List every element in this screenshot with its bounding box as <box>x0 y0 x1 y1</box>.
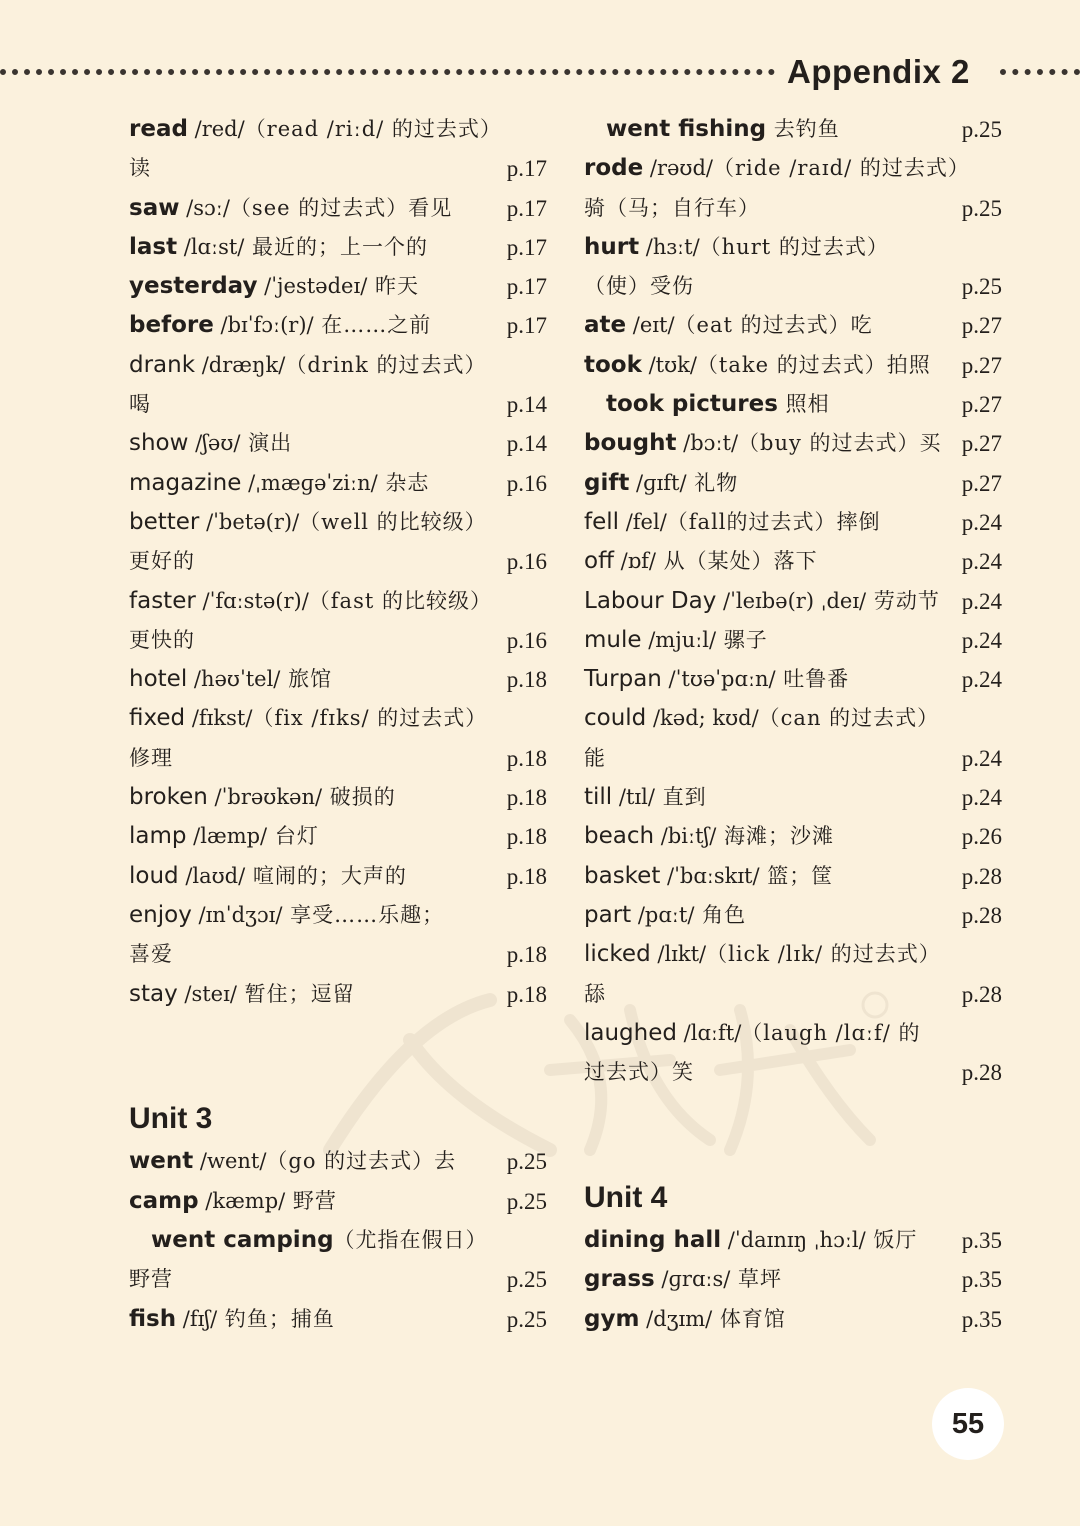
vocab-phonetic: /dʒɪm/ <box>639 1306 713 1331</box>
vocab-entry <box>129 975 547 1014</box>
vocab-entry <box>129 857 547 896</box>
vocab-page-ref: p.27 <box>961 470 1002 496</box>
vocab-meaning: 吐鲁番 <box>775 667 850 692</box>
vocab-page-ref: p.17 <box>506 195 547 221</box>
vocab-word: grass <box>584 1266 655 1293</box>
vocab-meaning: （lick /lɪk/ 的过去式） <box>706 942 941 967</box>
vocab-word: went camping <box>151 1227 334 1254</box>
vocab-page-ref: p.35 <box>961 1228 1002 1254</box>
vocab-entry <box>129 1260 547 1299</box>
vocab-word: laughed <box>584 1019 677 1046</box>
appendix-title: Appendix 2 <box>787 53 970 90</box>
vocab-phonetic: /pɑːt/ <box>631 902 695 927</box>
vocab-meaning: （eat 的过去式）吃 <box>674 313 873 338</box>
vocab-meaning: 从（某处）落下 <box>655 549 818 574</box>
vocab-page-ref: p.26 <box>961 824 1002 850</box>
vocab-meaning: 昨天 <box>367 274 419 299</box>
vocab-phonetic: /ɒf/ <box>613 549 656 574</box>
vocab-page-ref: p.17 <box>506 234 547 260</box>
vocab-entry <box>129 621 547 660</box>
vocab-entry <box>129 503 547 542</box>
vocab-meaning: 饭厅 <box>865 1228 918 1253</box>
vocab-word: saw <box>129 194 180 221</box>
vocab-phonetic: /red/ <box>187 117 245 141</box>
vocab-page-ref: p.17 <box>506 156 547 182</box>
vocab-entry <box>584 503 1002 542</box>
vocab-page-ref: p.24 <box>961 745 1002 771</box>
vocab-meaning: 海滩；沙滩 <box>716 824 834 849</box>
vocab-word: gift <box>584 469 630 496</box>
vocab-meaning: 舔 <box>584 981 606 1006</box>
vocab-entry <box>584 699 1002 738</box>
vocab-phonetic: /steɪ/ <box>177 981 237 1006</box>
vocab-word: bought <box>584 430 677 457</box>
vocab-phonetic: /ˈjestədeɪ/ <box>257 274 368 299</box>
spacer <box>584 1132 1002 1171</box>
vocab-word: took pictures <box>606 391 778 418</box>
vocab-word: ate <box>584 312 627 339</box>
vocab-meaning: 去钓鱼 <box>766 117 840 141</box>
vocab-word: Labour Day <box>584 587 717 614</box>
vocab-page-ref: p.27 <box>961 392 1002 418</box>
vocab-word: show <box>129 430 189 457</box>
vocab-phonetic: /ˈbɑːskɪt/ <box>660 863 760 888</box>
unit-4-vocab-list <box>584 1221 1002 1339</box>
vocab-word: drank <box>129 351 196 378</box>
vocab-phonetic: /went/ <box>193 1149 267 1174</box>
vocab-page-ref: p.18 <box>506 863 547 889</box>
vocab-entry <box>129 542 547 581</box>
vocab-phonetic: /həʊˈtel/ <box>187 667 281 692</box>
vocab-page-ref: p.25 <box>961 195 1002 221</box>
vocab-phonetic: /sɔː/ <box>179 195 230 220</box>
vocab-entry <box>129 1221 547 1260</box>
vocab-phonetic: /ˈdaɪnɪŋ ˌhɔːl/ <box>721 1228 866 1253</box>
vocab-meaning: （can 的过去式） <box>758 706 940 731</box>
vocab-phonetic: /læmp/ <box>186 824 268 849</box>
vocab-entry <box>129 1182 547 1221</box>
vocab-entry <box>129 267 547 306</box>
vocab-entry <box>584 464 1002 503</box>
vocab-entry <box>584 149 1002 188</box>
vocab-page-ref: p.35 <box>961 1306 1002 1332</box>
vocab-word: till <box>584 784 613 811</box>
vocab-meaning: （ride /raɪd/ 的过去式） <box>712 156 970 181</box>
vocab-entry <box>129 778 547 817</box>
left-vocab-list <box>129 110 547 1014</box>
vocab-word: licked <box>584 941 651 968</box>
unit-3-title: Unit 3 <box>129 1102 213 1136</box>
vocab-entry <box>584 385 1002 424</box>
vocab-page-ref: p.35 <box>961 1267 1002 1293</box>
vocab-meaning: 野营 <box>129 1267 173 1292</box>
vocab-entry <box>584 1221 1002 1260</box>
vocab-word: went fishing <box>606 116 767 142</box>
vocab-page-ref: p.17 <box>506 313 547 339</box>
vocab-page-ref: p.16 <box>506 549 547 575</box>
vocab-meaning: 暂住；逗留 <box>236 981 355 1006</box>
vocab-entry <box>584 1053 1002 1092</box>
vocab-word: read <box>129 116 188 142</box>
vocab-word: could <box>584 705 647 732</box>
vocab-page-ref: p.24 <box>961 509 1002 535</box>
vocab-word: dining hall <box>584 1227 722 1254</box>
vocab-page-ref: p.27 <box>961 431 1002 457</box>
vocab-entry <box>584 975 1002 1014</box>
vocab-meaning: 喝 <box>129 392 151 417</box>
vocab-meaning: 旅馆 <box>280 667 333 692</box>
vocab-word: mule <box>584 626 642 653</box>
vocab-word: rode <box>584 155 644 182</box>
vocab-meaning: 读 <box>129 156 151 181</box>
spacer <box>129 1014 547 1053</box>
vocab-word: hurt <box>584 233 640 260</box>
vocab-meaning: （尤指在假日） <box>333 1228 488 1253</box>
vocab-word: enjoy <box>129 901 192 928</box>
vocab-meaning: （laugh /lɑːf/ 的 <box>741 1020 921 1045</box>
vocab-meaning: （well 的比较级） <box>299 509 487 534</box>
vocab-entry <box>584 1014 1002 1053</box>
vocab-phonetic: /fɪkst/ <box>185 706 253 731</box>
vocab-meaning: 破损的 <box>322 785 396 810</box>
vocab-page-ref: p.25 <box>506 1188 547 1214</box>
vocab-word: gym <box>584 1305 640 1332</box>
vocab-entry <box>129 306 547 345</box>
vocab-phonetic: /ˈbetə(r)/ <box>199 509 300 534</box>
vocab-entry <box>584 621 1002 660</box>
vocab-meaning: 体育馆 <box>712 1306 786 1331</box>
vocab-phonetic: /ˈtʊəˈpɑːn/ <box>661 667 776 692</box>
vocab-meaning: （read /riːd/ 的过去式） <box>244 117 502 141</box>
vocab-phonetic: /biːtʃ/ <box>654 824 717 849</box>
vocab-word: faster <box>129 587 196 614</box>
right-vocab-list <box>584 110 1002 1092</box>
vocab-page-ref: p.14 <box>506 392 547 418</box>
vocab-word: camp <box>129 1187 199 1214</box>
vocab-entry <box>129 1142 547 1181</box>
vocab-word: fish <box>129 1305 177 1332</box>
left-column <box>129 110 547 1339</box>
vocab-word: fixed <box>129 705 186 732</box>
vocab-entry <box>584 582 1002 621</box>
vocab-word: loud <box>129 862 179 889</box>
vocab-page-ref: p.16 <box>506 627 547 653</box>
vocab-page-ref: p.25 <box>506 1267 547 1293</box>
vocab-entry <box>584 1300 1002 1339</box>
vocab-entry <box>129 1300 547 1339</box>
vocab-meaning: 台灯 <box>267 824 319 849</box>
vocab-phonetic: /eɪt/ <box>626 313 675 338</box>
vocab-phonetic: /ˈfɑːstə(r)/ <box>195 588 309 613</box>
vocab-entry <box>129 935 547 974</box>
header-dotted-rule-left <box>0 69 775 75</box>
vocab-word: stay <box>129 980 178 1007</box>
vocab-meaning: 演出 <box>240 431 293 456</box>
vocab-meaning: （drink 的过去式） <box>285 352 487 377</box>
vocab-phonetic: /mjuːl/ <box>641 627 717 652</box>
vocab-entry <box>584 306 1002 345</box>
vocab-meaning: 喧闹的；大声的 <box>245 863 407 888</box>
vocab-word: magazine <box>129 469 242 496</box>
vocab-page-ref: p.24 <box>961 549 1002 575</box>
vocab-entry <box>584 110 1002 149</box>
vocab-page-ref: p.14 <box>506 431 547 457</box>
vocab-meaning: 更快的 <box>129 627 195 652</box>
vocab-meaning: 享受……乐趣； <box>282 902 445 927</box>
vocab-word: broken <box>129 784 208 811</box>
vocab-entry <box>584 267 1002 306</box>
vocab-meaning: （take 的过去式）拍照 <box>696 352 931 377</box>
vocab-entry <box>584 189 1002 228</box>
right-column <box>584 110 1002 1339</box>
vocab-phonetic: /lɑːst/ <box>177 234 245 259</box>
vocab-phonetic: /lɪkt/ <box>650 942 707 967</box>
vocab-page-ref: p.28 <box>961 863 1002 889</box>
vocab-phonetic: /rəʊd/ <box>643 156 713 181</box>
vocab-entry <box>129 817 547 856</box>
vocab-page-ref: p.24 <box>961 785 1002 811</box>
vocab-word: Turpan <box>584 666 662 693</box>
vocab-phonetic: /bɪˈfɔː(r)/ <box>213 313 314 338</box>
vocab-phonetic: /hɜːt/ <box>639 234 700 259</box>
vocab-phonetic: /lɑːft/ <box>677 1020 742 1045</box>
vocab-meaning: （fast 的比较级） <box>308 588 492 613</box>
vocab-meaning: （hurt 的过去式） <box>699 234 889 259</box>
vocab-meaning: 更好的 <box>129 549 195 574</box>
vocab-entry <box>129 699 547 738</box>
vocab-meaning: 能 <box>584 745 606 770</box>
vocab-meaning: 过去式）笑 <box>584 1060 694 1085</box>
vocab-entry <box>129 189 547 228</box>
vocab-page-ref: p.18 <box>506 785 547 811</box>
vocab-phonetic: /fɪʃ/ <box>176 1306 218 1331</box>
vocab-entry <box>584 1260 1002 1299</box>
vocab-word: before <box>129 312 214 339</box>
vocab-page-ref: p.25 <box>961 117 1002 142</box>
spacer <box>584 1092 1002 1131</box>
vocab-phonetic: /ɡrɑːs/ <box>654 1267 731 1292</box>
vocab-word: hotel <box>129 666 188 693</box>
vocab-entry <box>129 149 547 188</box>
vocab-word: better <box>129 508 200 535</box>
vocab-entry <box>584 896 1002 935</box>
vocab-entry <box>129 660 547 699</box>
vocab-page-ref: p.28 <box>961 981 1002 1007</box>
vocab-phonetic: /ˌmæɡəˈziːn/ <box>241 470 378 495</box>
vocab-page-ref: p.28 <box>961 1060 1002 1086</box>
vocab-page-ref: p.24 <box>961 667 1002 693</box>
vocab-meaning: （fix /fɪks/ 的过去式） <box>252 706 488 731</box>
header-dotted-rule-right <box>1000 69 1080 75</box>
vocab-entry <box>129 110 547 149</box>
vocab-meaning: 篮；筐 <box>759 863 834 888</box>
vocab-phonetic: /bɔːt/ <box>676 431 739 456</box>
vocab-phonetic: /tʊk/ <box>641 352 697 377</box>
vocab-entry <box>584 346 1002 385</box>
vocab-phonetic: /tɪl/ <box>612 785 655 810</box>
vocab-meaning: 草坪 <box>730 1267 783 1292</box>
vocab-meaning: 修理 <box>129 745 173 770</box>
vocab-word: part <box>584 901 632 928</box>
vocab-word: fell <box>584 508 620 535</box>
vocab-meaning: 钓鱼；捕鱼 <box>217 1306 335 1331</box>
page-number: 55 <box>932 1388 1004 1460</box>
vocab-meaning: 直到 <box>654 785 707 810</box>
vocab-page-ref: p.16 <box>506 470 547 496</box>
vocab-page-ref: p.25 <box>506 1149 547 1175</box>
vocab-entry <box>129 464 547 503</box>
vocab-word: went <box>129 1148 194 1175</box>
vocab-entry <box>584 228 1002 267</box>
vocab-page-ref: p.18 <box>506 667 547 693</box>
vocab-entry <box>584 739 1002 778</box>
vocab-phonetic: /ɪnˈdʒɔɪ/ <box>191 902 283 927</box>
vocab-page-ref: p.27 <box>961 313 1002 339</box>
page-header <box>0 48 1080 98</box>
vocab-phonetic: /kæmp/ <box>198 1188 286 1213</box>
unit-4-title: Unit 4 <box>584 1181 668 1215</box>
vocab-entry <box>584 935 1002 974</box>
vocab-phonetic: /laʊd/ <box>178 863 246 888</box>
vocab-phonetic: /fel/ <box>619 509 667 534</box>
vocab-word: off <box>584 548 614 575</box>
vocab-meaning: 杂志 <box>377 470 430 495</box>
vocab-phonetic: /ˈleɪbə(r) ˌdeɪ/ <box>716 588 867 613</box>
vocab-meaning: 照相 <box>777 392 830 417</box>
vocab-entry <box>129 896 547 935</box>
vocab-page-ref: p.27 <box>961 352 1002 378</box>
vocab-page-ref: p.24 <box>961 588 1002 614</box>
vocab-meaning: 劳动节 <box>866 588 940 613</box>
vocab-word: basket <box>584 862 661 889</box>
vocab-meaning: （go 的过去式）去 <box>266 1149 457 1174</box>
vocab-entry <box>584 542 1002 581</box>
vocab-meaning: 喜爱 <box>129 942 173 967</box>
vocab-word: beach <box>584 823 655 850</box>
vocab-meaning: （buy 的过去式）买 <box>738 431 942 456</box>
vocab-entry <box>584 660 1002 699</box>
vocab-phonetic: /kəd; kʊd/ <box>646 706 759 731</box>
spacer <box>129 1053 547 1092</box>
vocab-entry <box>584 817 1002 856</box>
vocab-page-ref: p.28 <box>961 902 1002 928</box>
vocab-entry <box>129 385 547 424</box>
unit-3-vocab-list <box>129 1142 547 1338</box>
vocab-entry <box>584 857 1002 896</box>
vocab-entry <box>129 739 547 778</box>
vocab-word: last <box>129 233 178 260</box>
vocab-meaning: （see 的过去式）看见 <box>229 195 453 220</box>
vocab-meaning: （使）受伤 <box>584 274 694 299</box>
vocab-meaning: 最近的；上一个的 <box>244 234 429 259</box>
vocab-entry <box>129 424 547 463</box>
vocab-page-ref: p.24 <box>961 627 1002 653</box>
vocab-entry <box>129 582 547 621</box>
vocab-entry <box>129 228 547 267</box>
vocab-meaning: 骑（马；自行车） <box>584 195 760 220</box>
vocab-word: lamp <box>129 823 187 850</box>
vocab-meaning: 角色 <box>694 902 747 927</box>
vocab-page-ref: p.25 <box>506 1306 547 1332</box>
vocab-page-ref: p.17 <box>506 274 547 300</box>
vocab-phonetic: /dræŋk/ <box>195 352 286 377</box>
vocab-phonetic: /ʃəʊ/ <box>188 431 241 456</box>
vocab-page-ref: p.18 <box>506 942 547 968</box>
vocab-entry <box>129 346 547 385</box>
vocab-page-ref: p.18 <box>506 824 547 850</box>
vocab-word: yesterday <box>129 273 258 300</box>
vocab-meaning: （fall的过去式）摔倒 <box>666 509 881 534</box>
vocab-meaning: 野营 <box>285 1188 337 1213</box>
vocab-entry <box>584 778 1002 817</box>
vocab-entry <box>584 424 1002 463</box>
vocab-page-ref: p.18 <box>506 745 547 771</box>
vocab-meaning: 在……之前 <box>313 313 432 338</box>
vocab-page-ref: p.18 <box>506 981 547 1007</box>
vocab-word: took <box>584 351 642 378</box>
vocab-page-ref: p.25 <box>961 274 1002 300</box>
vocab-meaning: 骡子 <box>716 627 768 652</box>
vocab-meaning: 礼物 <box>686 470 739 495</box>
vocab-phonetic: /ɡɪft/ <box>629 470 687 495</box>
vocab-phonetic: /ˈbrəʊkən/ <box>207 785 323 810</box>
